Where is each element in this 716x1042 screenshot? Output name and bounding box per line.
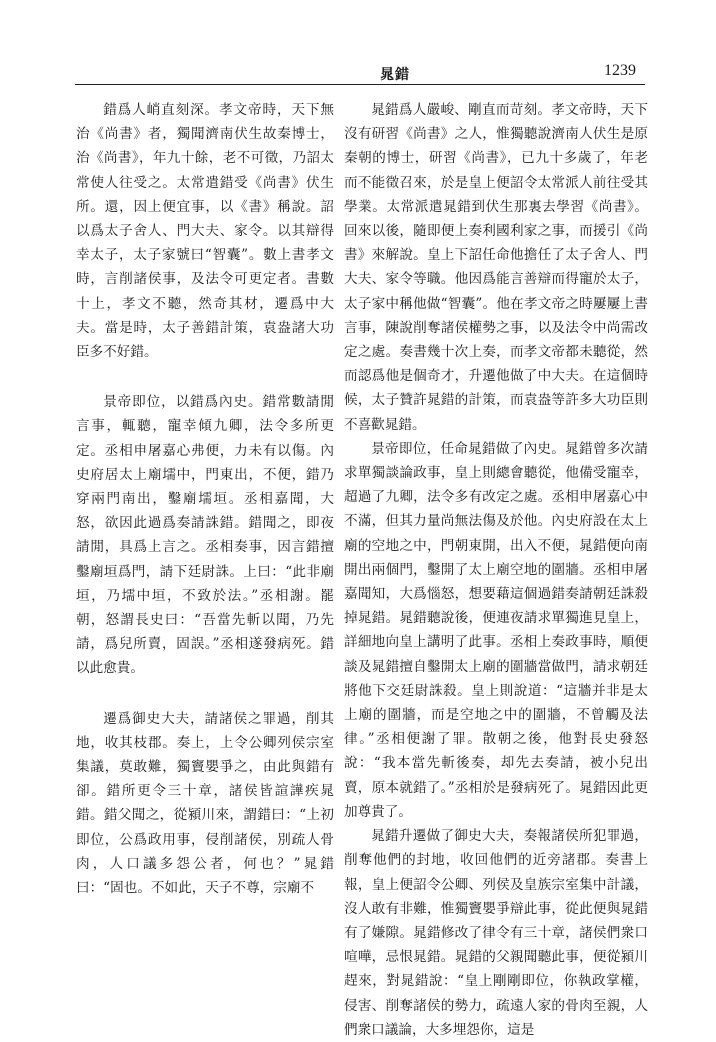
paragraph-spacer <box>76 364 334 390</box>
classical-paragraph-2: 景帝即位，以錯爲內史。錯常數請閒言事，輒聽，寵幸傾九卿，法令多所更定。丞相申屠嘉心弗便，力未有以傷。內史府居太上廟壖中，門東出，不便，錯乃穿兩門南出，鑿廟壖垣。丞相嘉聞，大怒，欲因此過爲奏請誅錯。錯聞之，即夜請閒，具爲上言之。丞相奏事，因言錯擅鑿廟垣爲門，請下廷尉誅。上曰：“此非廟垣，乃壖中垣，不致於法。”丞相謝。罷朝，怒謂長史曰：“吾當先斬以聞，乃先請，爲兒所賣，固誤。”丞相遂發病死。錯以此愈貴。 <box>76 394 334 677</box>
header-rule <box>75 84 645 85</box>
paragraph-spacer <box>76 681 334 707</box>
page-number: 1239 <box>604 62 636 79</box>
running-title: 晁錯 <box>380 67 410 83</box>
classical-paragraph-1: 錯爲人峭直刻深。孝文帝時，天下無治《尚書》者，獨聞濟南伏生故秦博士，治《尚書》，年九十餘，老不可徵，乃詔太常使人往受之。太常遣錯受《尚書》伏生所。還，因上便宜事，以《書》稱說。詔以爲太子舍人、門大夫、家令。以其辯得幸太子，太子家號曰“智囊”。數上書孝文時，言削諸侯事，及法令可更定者。書數十上，孝文不聽，然奇其材，遷爲中大夫。當是時，太子善錯計策，袁盎諸大功臣多不好錯。 <box>76 102 334 361</box>
classical-text-column <box>76 98 334 900</box>
translation-text-column <box>344 98 648 1042</box>
modern-paragraph-3: 晁錯升遷做了御史大夫，奏報諸侯所犯罪過，削奪他們的封地，收回他們的近旁諸郡。奏書上報，皇上便詔令公卿、列侯及皇族宗室集中計議，沒人敢有非難，惟獨竇嬰爭辯此事，從此便與晁錯有了嫌隙。晁錯修改了律令有三十章，諸侯們衆口喧嘩，忌恨晁錯。晁錯的父親聞聽此事，便從潁川趕來，對晁錯說：“皇上剛剛即位，你執政掌權，侵害、削奪諸侯的勢力，疏遠人家的骨肉至親，人們衆口議論，大多埋怨你，這是 <box>344 828 648 1038</box>
classical-paragraph-3: 遷爲御史大夫，請諸侯之罪過，削其地，收其枝郡。奏上，上令公卿列侯宗室集議，莫敢難，獨竇嬰爭之，由此與錯有卻。錯所更令三十章，諸侯皆諠譁疾晁錯。錯父聞之，從潁川來，謂錯曰：“上初即位，公爲政用事，侵削諸侯，別疏人骨肉，人口議多怨公者，何也？”晁錯曰：“固也。不如此，天子不尊，宗廟不 <box>76 710 334 897</box>
modern-paragraph-1: 晁錯爲人嚴峻、剛直而苛刻。孝文帝時，天下沒有研習《尚書》之人，惟獨聽說濟南人伏生是原秦朝的博士，研習《尚書》，已九十多歲了，年老而不能徵召來，於是皇上便詔令太常派人前往受其學業。太常派遣晁錯到伏生那裏去學習《尚書》。回來以後，隨即便上奏利國利家之事，而援引《尚書》來解說。皇上下詔任命他擔任了太子舍人、門大夫、家令等職。他因爲能言善辯而得寵於太子，太子家中稱他做“智囊”。他在孝文帝之時屢屢上書言事，陳說削奪諸侯權勢之事，以及法令中尚需改定之處。奏書幾十次上奏，而孝文帝都未聽從，然而認爲他是個奇才，升遷他做了中大夫。在這個時候，太子贊許晁錯的計策，而袁盎等許多大功臣則不喜歡晁錯。 <box>344 102 648 433</box>
modern-paragraph-2: 景帝即位，任命晁錯做了內史。晁錯曾多次請求單獨談論政事，皇上則總會聽從，他備受寵幸，超過了九卿，法令多有改定之處。丞相申屠嘉心中不滿，但其力量尚無法傷及於他。內史府設在太上廟的空地之中，門朝東開，出入不便，晁錯便向南開出兩個門，鑿開了太上廟空地的圍牆。丞相申屠嘉聞知，大爲惱怒，想要藉這個過錯奏請朝廷誅殺掉晁錯。晁錯聽說後，便連夜請求單獨進見皇上，詳細地向皇上講明了此事。丞相上奏政事時，順便談及晁錯擅自鑿開太上廟的圍牆當做門，請求朝廷將他下交廷尉誅殺。皇上則說道：“這牆并非是太上廟的圍牆，而是空地之中的圍牆，不曾觸及法律。”丞相便謝了罪。散朝之後，他對長史發怒說：“我本當先斬後奏，却先去奏請，被小兒出賣，原本就錯了。”丞相於是發病死了。晁錯因此更加尊貴了。 <box>344 440 648 820</box>
